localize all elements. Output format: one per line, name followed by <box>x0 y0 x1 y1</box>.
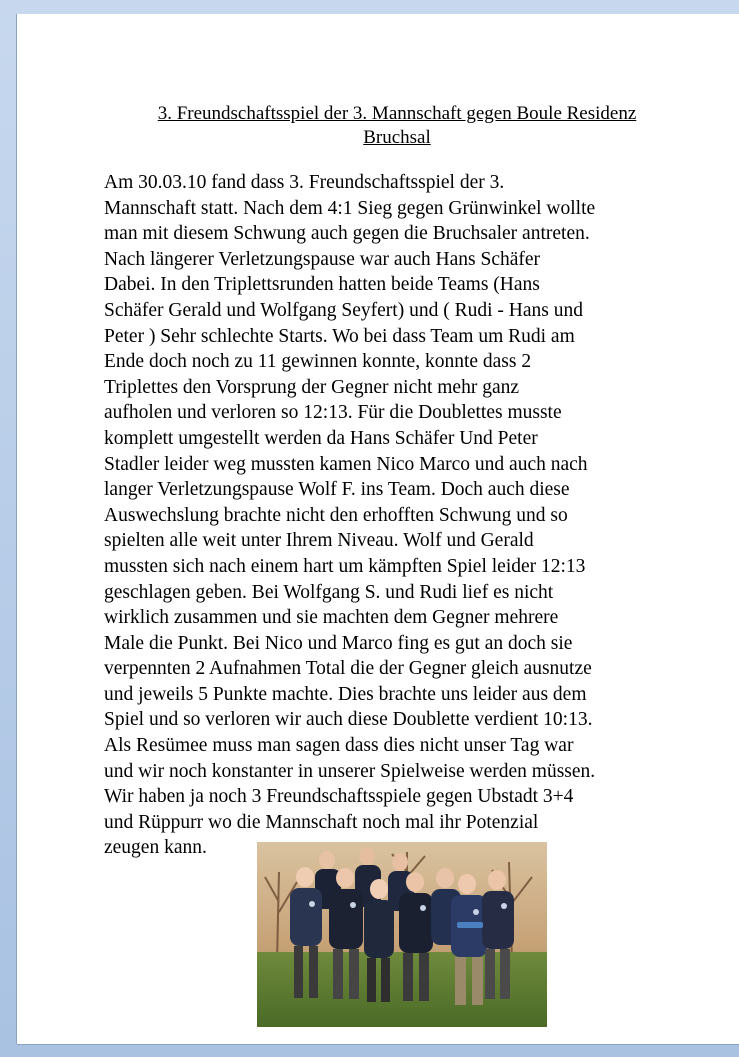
paragraph-line: spielten alle weit unter Ihrem Niveau. Wolf und Gerald <box>104 530 534 552</box>
team-photo-drawing <box>257 842 547 1027</box>
article-paragraph <box>104 170 694 861</box>
paragraph-line: man mit diesem Schwung auch gegen die Bruchsaler antreten. <box>104 223 590 245</box>
paragraph-line: zeugen kann. <box>104 837 207 859</box>
document-page <box>17 14 739 1044</box>
document-title <box>87 102 707 150</box>
paragraph-line: Wir haben ja noch 3 Freundschaftsspiele gegen Ubstadt 3+4 <box>104 786 574 808</box>
paragraph-line: langer Verletzungspause Wolf F. ins Team. Doch auch diese <box>104 479 570 501</box>
paragraph-line: und jeweils 5 Punkte machte. Dies brachte uns leider aus dem <box>104 683 587 705</box>
team-photo <box>257 842 547 1027</box>
paragraph-line: und Rüppurr wo die Mannschaft noch mal ihr Potenzial <box>104 811 539 833</box>
paragraph-line: Nach längerer Verletzungspause war auch Hans Schäfer <box>104 248 541 270</box>
paragraph-line: Peter ) Sehr schlechte Starts. Wo bei dass Team um Rudi am <box>104 325 575 347</box>
paragraph-line: geschlagen geben. Bei Wolfgang S. und Rudi lief es nicht <box>104 581 554 603</box>
paragraph-line: mussten sich nach einem hart um kämpften Spiel leider 12:13 <box>104 555 586 577</box>
paragraph-line: aufholen und verloren so 12:13. Für die Doublettes musste <box>104 402 562 424</box>
paragraph-line: Spiel und so verloren wir auch diese Doublette verdient 10:13. <box>104 709 593 731</box>
paragraph-line: Am 30.03.10 fand dass 3. Freundschaftsspiel der 3. <box>104 172 505 193</box>
paragraph-line: Als Resümee muss man sagen dass dies nicht unser Tag war <box>104 735 574 757</box>
paragraph-line: Stadler leider weg mussten kamen Nico Marco und auch nach <box>104 453 588 475</box>
paragraph-line: Ende doch noch zu 11 gewinnen konnte, konnte dass 2 <box>104 351 532 373</box>
paragraph-line: verpennten 2 Aufnahmen Total die der Gegner gleich ausnutze <box>104 658 592 680</box>
paragraph-line: Dabei. In den Triplettsrunden hatten beide Teams (Hans <box>104 274 540 296</box>
title-line-2: Bruchsal <box>363 127 431 148</box>
paragraph-line: und wir noch konstanter in unserer Spielweise werden müssen. <box>104 760 596 782</box>
paragraph-line: wirklich zusammen und sie machten dem Gegner mehrere <box>104 607 559 629</box>
paragraph-line: komplett umgestellt werden da Hans Schäfer Und Peter <box>104 427 538 449</box>
paragraph-line: Auswechslung brachte nicht den erhofften Schwung und so <box>104 504 568 526</box>
paragraph-line: Schäfer Gerald und Wolfgang Seyfert) und ( Rudi - Hans und <box>104 299 583 321</box>
paragraph-line: Triplettes den Vorsprung der Gegner nicht mehr ganz <box>104 376 520 398</box>
title-line-1: 3. Freundschaftsspiel der 3. Mannschaft gegen Boule Residenz <box>157 103 637 124</box>
paragraph-line: Male die Punkt. Bei Nico und Marco fing es gut an doch sie <box>104 632 573 654</box>
paragraph-line: Mannschaft statt. Nach dem 4:1 Sieg gegen Grünwinkel wollte <box>104 197 596 219</box>
